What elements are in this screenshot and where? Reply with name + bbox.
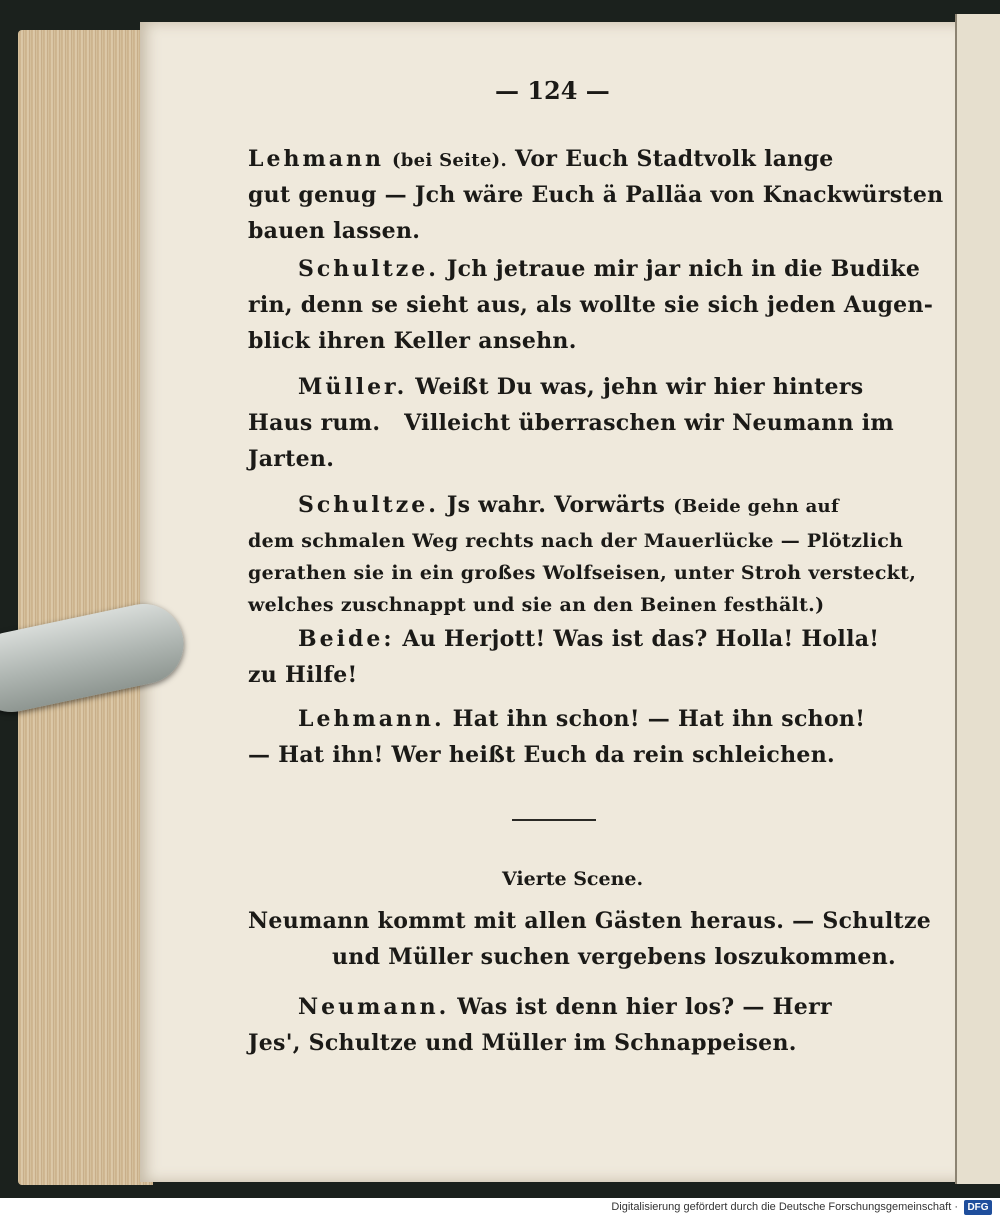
speaker-name: Lehmann.	[298, 706, 445, 732]
dfg-logo: DFG	[964, 1200, 992, 1215]
speaker-name: Beide:	[298, 626, 395, 652]
page-number: — 124 —	[495, 76, 610, 105]
text-line	[298, 702, 958, 736]
stage-direction: welches zuschnappt und sie an den Beinen festhält.)	[248, 594, 825, 616]
stage-direction: gerathen sie in ein großes Wolfseisen, unter Stroh versteckt,	[248, 562, 917, 584]
speaker-name: Schultze.	[298, 492, 439, 518]
next-page-edge	[955, 14, 1000, 1184]
speaker-name: Schultze.	[298, 256, 439, 282]
speaker-name: Lehmann	[248, 146, 384, 172]
stage-direction: und Müller suchen vergebens loszukommen.	[332, 944, 896, 970]
text-line: zu Hilfe!	[248, 662, 358, 688]
text-line	[248, 142, 908, 178]
stage-direction: (bei Seite).	[391, 150, 508, 171]
text-line: — Hat ihn! Wer heißt Euch da rein schleichen.	[248, 742, 835, 768]
dialogue-text: Weißt Du was, jehn wir hier hinters	[415, 374, 864, 400]
text-line	[298, 622, 958, 656]
footer-bar	[0, 1198, 1000, 1219]
text-line: rin, denn se sieht aus, als wollte sie sich jeden Augen-	[248, 292, 934, 318]
dialogue-text: Vorwärts	[554, 492, 666, 518]
text-line	[298, 488, 958, 524]
stage-direction: dem schmalen Weg rechts nach der Mauerlücke — Plötzlich	[248, 530, 904, 552]
text-line	[298, 252, 958, 286]
speaker-name: Müller.	[298, 374, 408, 400]
text-line: bauen lassen.	[248, 218, 421, 244]
text-line: Haus rum. Villeicht überraschen wir Neumann im	[248, 410, 895, 436]
section-divider	[512, 819, 596, 821]
stage-direction: (Beide gehn auf	[673, 496, 839, 517]
text-line: gut genug — Jch wäre Euch ä Palläa von Knackwürsten	[248, 182, 944, 208]
text-line: blick ihren Keller ansehn.	[248, 328, 577, 354]
text-line: Jes', Schultze und Müller im Schnappeisen.	[248, 1030, 797, 1056]
speaker-name: Neumann.	[298, 994, 450, 1020]
text-line	[298, 370, 958, 404]
dialogue-text: Au Herjott! Was ist das? Holla! Holla!	[402, 626, 880, 652]
dialogue-text: Jch jetraue mir jar nich in die Budike	[446, 256, 921, 282]
dialogue-text: Was ist denn hier los? — Herr	[457, 994, 832, 1020]
stage-direction: Neumann kommt mit allen Gästen heraus. — Schultze	[248, 908, 932, 934]
dialogue-text: Js wahr.	[446, 492, 547, 518]
dialogue-text: Vor Euch Stadtvolk lange	[515, 146, 834, 172]
funding-credit: Digitalisierung gefördert durch die Deutsche Forschungsgemeinschaft ·	[611, 1201, 958, 1213]
text-line	[298, 990, 958, 1024]
scene-title: Vierte Scene.	[502, 868, 644, 890]
dialogue-text: Hat ihn schon! — Hat ihn schon!	[452, 706, 866, 732]
text-line: Jarten.	[248, 446, 335, 472]
